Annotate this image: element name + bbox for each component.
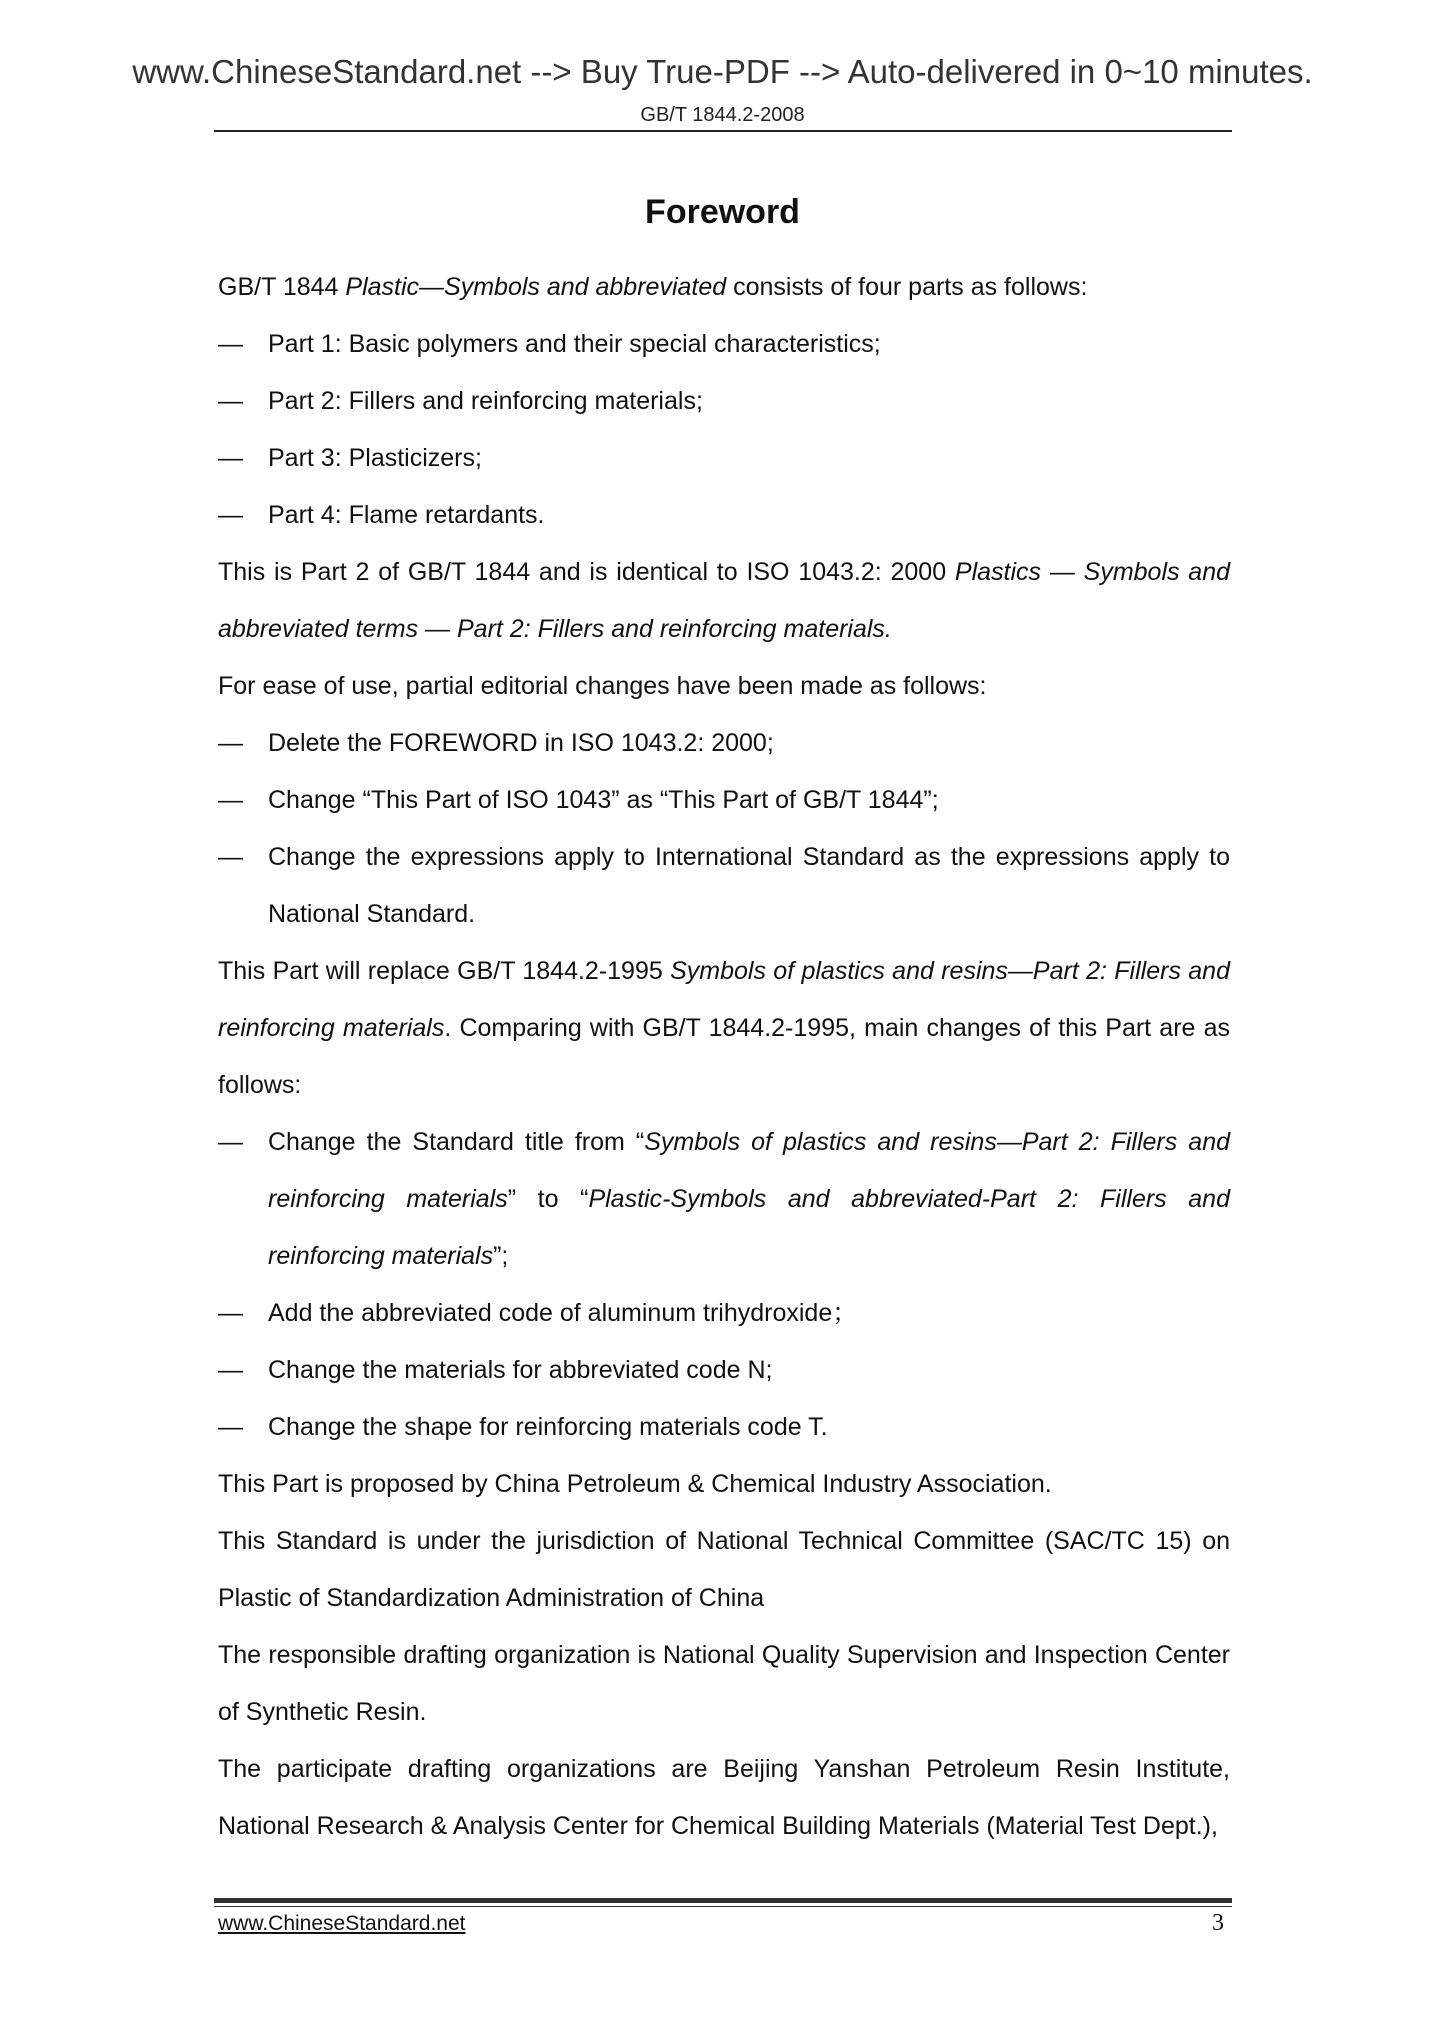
dash-marker: —: [218, 444, 243, 472]
dash-marker: —: [218, 1128, 243, 1156]
list-item: [218, 1114, 1230, 1285]
responsible-paragraph: The responsible drafting organization is National Quality Supervision and Inspection Center of Synthetic Resin.: [218, 1641, 1230, 1726]
list-item: [218, 829, 1230, 943]
dash-marker: —: [218, 786, 243, 814]
list-item-text: Add the abbreviated code of aluminum trihydroxide；: [268, 1299, 858, 1327]
page-number: 3: [1212, 1910, 1224, 1936]
footer-divider-thick: [214, 1898, 1232, 1903]
replace-text-end: . Comparing with GB/T 1844.2-1995, main changes of this Part are as follows:: [218, 1014, 1231, 1099]
dash-marker: —: [218, 729, 243, 757]
header-divider: [214, 130, 1232, 132]
intro-paragraph: [218, 259, 1230, 316]
replace-paragraph: [218, 943, 1230, 1114]
identical-title-italic: Plastics — Symbols and abbreviated terms — Part 2: Fillers and reinforcing materials.: [218, 558, 1231, 643]
document-body: [218, 259, 1230, 1855]
list-item-text: Part 4: Flame retardants.: [268, 501, 545, 529]
list-item-text: Delete the FOREWORD in ISO 1043.2: 2000;: [268, 729, 774, 757]
dash-marker: —: [218, 1356, 243, 1384]
dash-marker: —: [218, 843, 243, 871]
dash-marker: —: [218, 330, 243, 358]
list-item: [218, 1285, 1230, 1342]
list-item: [218, 1399, 1230, 1456]
dash-marker: —: [218, 1299, 243, 1327]
old-title-italic: Symbols of plastics and resins—Part 2: Fillers and reinforcing materials: [268, 1128, 1230, 1213]
list-item-text: Part 1: Basic polymers and their special characteristics;: [268, 330, 881, 358]
list-item-text: Part 2: Fillers and reinforcing materials;: [268, 387, 703, 415]
list-item: [218, 373, 1230, 430]
proposed-paragraph: This Part is proposed by China Petroleum & Chemical Industry Association.: [218, 1470, 1052, 1498]
page-title: Foreword: [645, 193, 800, 231]
identical-text: This is Part 2 of GB/T 1844 and is identical to ISO 1043.2: 2000: [218, 558, 955, 586]
list-item: [218, 487, 1230, 544]
footer-website-link[interactable]: www.ChineseStandard.net: [218, 1912, 466, 1935]
list-item-text: Change the materials for abbreviated code N;: [268, 1356, 773, 1384]
list-item-text: Change “This Part of ISO 1043” as “This Part of GB/T 1844”;: [268, 786, 939, 814]
list-item: [218, 430, 1230, 487]
list-item: [218, 715, 1230, 772]
intro-text-end: consists of four parts as follows:: [726, 273, 1088, 301]
list-item: [218, 1342, 1230, 1399]
banner-link[interactable]: www.ChineseStandard.net --> Buy True-PDF --> Auto-delivered in 0~10 minutes.: [132, 53, 1313, 90]
list-item-text: Change the shape for reinforcing materials code T.: [268, 1413, 828, 1441]
dash-marker: —: [218, 1413, 243, 1441]
title-change-post: ”;: [493, 1242, 509, 1270]
list-item: [218, 772, 1230, 829]
jurisdiction-paragraph: This Standard is under the jurisdiction of National Technical Committee (SAC/TC 15) on Plastic of Standardization Administration of China: [218, 1527, 1230, 1612]
replace-title-italic: Symbols of plastics and resins—Part 2: Fillers and reinforcing materials: [218, 957, 1230, 1042]
title-change-pre: Change the Standard title from “: [268, 1128, 645, 1156]
participate-paragraph: The participate drafting organizations are Beijing Yanshan Petroleum Resin Institute, National Research & Analysis Center for Chemical Building Materials (Material Test Dept.),: [218, 1755, 1230, 1840]
identical-paragraph: [218, 544, 1230, 658]
footer-divider-thin: [214, 1906, 1232, 1907]
intro-title-italic: Plastic—Symbols and abbreviated: [345, 273, 727, 301]
new-title-italic: Plastic-Symbols and abbreviated-Part 2: Fillers and reinforcing materials: [268, 1185, 1230, 1270]
dash-marker: —: [218, 387, 243, 415]
list-item-text: Part 3: Plasticizers;: [268, 444, 482, 472]
replace-text: This Part will replace GB/T 1844.2-1995: [218, 957, 671, 985]
header-standard-code: GB/T 1844.2-2008: [640, 104, 805, 126]
title-change-mid: ” to “: [507, 1185, 589, 1213]
list-item-text: Change the expressions apply to International Standard as the expressions apply to National Standard.: [268, 843, 1230, 928]
list-item: [218, 316, 1230, 373]
dash-marker: —: [218, 501, 243, 529]
ease-of-use-paragraph: For ease of use, partial editorial changes have been made as follows:: [218, 672, 987, 700]
intro-text: GB/T 1844: [218, 273, 346, 301]
title-change-text: [268, 1114, 1230, 1285]
